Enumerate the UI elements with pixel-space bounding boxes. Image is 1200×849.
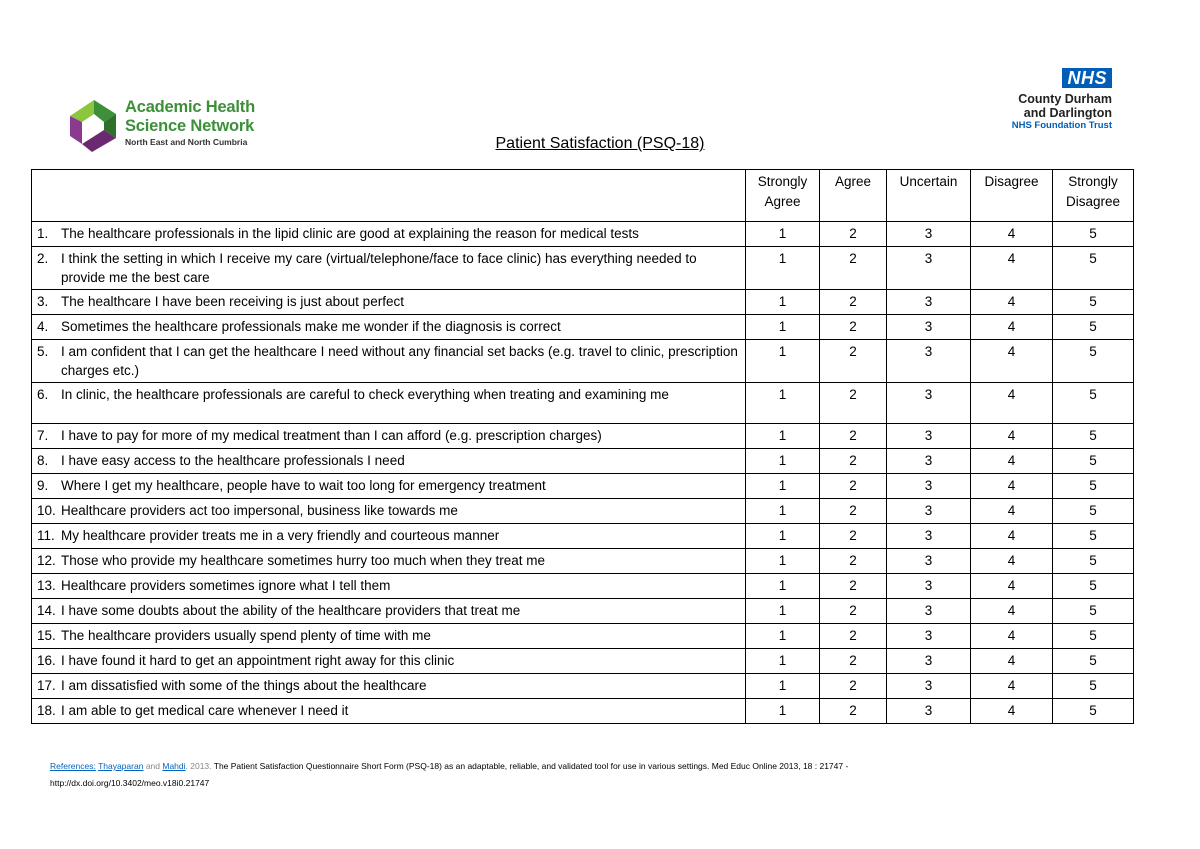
question-text: Those who provide my healthcare sometimes hurry too much when they treat me bbox=[61, 553, 545, 568]
rating-cell[interactable]: 1 bbox=[746, 290, 820, 315]
rating-cell[interactable]: 3 bbox=[887, 247, 971, 290]
rating-cell[interactable]: 5 bbox=[1053, 247, 1134, 290]
table-row bbox=[32, 624, 1134, 649]
rating-cell[interactable]: 5 bbox=[1053, 649, 1134, 674]
rating-cell[interactable]: 2 bbox=[820, 699, 887, 724]
table-row bbox=[32, 315, 1134, 340]
rating-cell[interactable]: 3 bbox=[887, 674, 971, 699]
question-cell bbox=[32, 383, 746, 424]
rating-cell[interactable]: 3 bbox=[887, 574, 971, 599]
rating-cell[interactable]: 2 bbox=[820, 383, 887, 424]
question-text: I have some doubts about the ability of the healthcare providers that treat me bbox=[61, 603, 521, 618]
questionnaire-table bbox=[31, 169, 1134, 724]
rating-cell[interactable]: 4 bbox=[971, 574, 1053, 599]
rating-cell[interactable]: 1 bbox=[746, 315, 820, 340]
question-number: 17. bbox=[37, 678, 56, 693]
question-number: 8. bbox=[37, 453, 49, 468]
rating-cell[interactable]: 1 bbox=[746, 674, 820, 699]
rating-cell[interactable]: 3 bbox=[887, 290, 971, 315]
nhs-badge: NHS bbox=[1062, 68, 1112, 88]
rating-cell[interactable]: 4 bbox=[971, 424, 1053, 449]
question-number: 2. bbox=[37, 251, 49, 266]
rating-cell[interactable]: 1 bbox=[746, 649, 820, 674]
page-title: Patient Satisfaction (PSQ-18) bbox=[495, 135, 705, 152]
ahsn-region: North East and North Cumbria bbox=[125, 137, 248, 147]
question-text: In clinic, the healthcare professionals are careful to check everything when treating and examining me bbox=[61, 387, 669, 402]
rating-cell[interactable]: 4 bbox=[971, 290, 1053, 315]
question-column-header bbox=[32, 170, 746, 222]
rating-cell[interactable]: 3 bbox=[887, 449, 971, 474]
reference-text: The Patient Satisfaction Questionnaire Short Form (PSQ-18) as an adaptable, reliable, and validated tool for use in various settings. Med Educ Online 2013, 18 : 21747 - bbox=[213, 761, 849, 771]
rating-cell[interactable]: 2 bbox=[820, 574, 887, 599]
table-row bbox=[32, 247, 1134, 290]
question-number: 12. bbox=[37, 553, 56, 568]
rating-cell[interactable]: 2 bbox=[820, 649, 887, 674]
question-text: I have easy access to the healthcare professionals I need bbox=[61, 453, 405, 468]
rating-cell[interactable]: 4 bbox=[971, 383, 1053, 424]
rating-cell[interactable]: 1 bbox=[746, 524, 820, 549]
table-row bbox=[32, 222, 1134, 247]
rating-cell[interactable]: 2 bbox=[820, 449, 887, 474]
rating-cell[interactable]: 2 bbox=[820, 340, 887, 383]
table-row bbox=[32, 474, 1134, 499]
nhs-logo bbox=[1012, 68, 1112, 132]
question-cell bbox=[32, 674, 746, 699]
question-text: I have found it hard to get an appointment right away for this clinic bbox=[61, 653, 455, 668]
rating-cell[interactable]: 1 bbox=[746, 424, 820, 449]
rating-cell[interactable]: 5 bbox=[1053, 424, 1134, 449]
question-cell bbox=[32, 624, 746, 649]
question-cell bbox=[32, 499, 746, 524]
rating-cell[interactable]: 5 bbox=[1053, 290, 1134, 315]
rating-cell[interactable]: 5 bbox=[1053, 315, 1134, 340]
table-row bbox=[32, 649, 1134, 674]
question-text: Sometimes the healthcare professionals make me wonder if the diagnosis is correct bbox=[61, 319, 561, 334]
question-text: I am able to get medical care whenever I need it bbox=[61, 703, 349, 718]
question-number: 4. bbox=[37, 319, 49, 334]
rating-cell[interactable]: 4 bbox=[971, 474, 1053, 499]
table-row bbox=[32, 549, 1134, 574]
question-number: 7. bbox=[37, 428, 49, 443]
nhs-trust-line3: NHS Foundation Trust bbox=[1011, 120, 1112, 131]
question-cell bbox=[32, 524, 746, 549]
rating-cell[interactable]: 2 bbox=[820, 499, 887, 524]
question-number: 15. bbox=[37, 628, 56, 643]
rating-cell[interactable]: 1 bbox=[746, 624, 820, 649]
question-text: I am confident that I can get the healthcare I need without any financial set backs (e.g. travel to clinic, prescription charges etc.) bbox=[61, 344, 738, 378]
table-row bbox=[32, 674, 1134, 699]
rating-cell[interactable]: 2 bbox=[820, 624, 887, 649]
references-label: References: bbox=[50, 761, 96, 771]
question-text: Where I get my healthcare, people have to wait too long for emergency treatment bbox=[61, 478, 546, 493]
rating-cell[interactable]: 4 bbox=[971, 674, 1053, 699]
question-text: I think the setting in which I receive my care (virtual/telephone/face to face clinic) has everything needed to provide me the best care bbox=[61, 251, 697, 285]
table-row bbox=[32, 499, 1134, 524]
table-row bbox=[32, 599, 1134, 624]
question-text: The healthcare providers usually spend plenty of time with me bbox=[61, 628, 431, 643]
rating-cell[interactable]: 1 bbox=[746, 247, 820, 290]
rating-cell[interactable]: 3 bbox=[887, 524, 971, 549]
reference-author-link[interactable]: Thayaparan bbox=[98, 761, 144, 771]
rating-cell[interactable]: 3 bbox=[887, 315, 971, 340]
question-cell bbox=[32, 474, 746, 499]
question-number: 13. bbox=[37, 578, 56, 593]
rating-cell[interactable]: 4 bbox=[971, 315, 1053, 340]
ahsn-name-line1: Academic Health bbox=[125, 98, 255, 116]
question-number: 3. bbox=[37, 294, 49, 309]
question-number: 9. bbox=[37, 478, 49, 493]
rating-cell[interactable]: 3 bbox=[887, 383, 971, 424]
rating-cell[interactable]: 5 bbox=[1053, 549, 1134, 574]
rating-cell[interactable]: 2 bbox=[820, 247, 887, 290]
rating-cell[interactable]: 4 bbox=[971, 524, 1053, 549]
rating-cell[interactable]: 3 bbox=[887, 340, 971, 383]
reference-doi[interactable]: http://dx.doi.org/10.3402/meo.v18i0.21747 bbox=[50, 778, 210, 788]
rating-cell[interactable]: 3 bbox=[887, 549, 971, 574]
question-cell bbox=[32, 649, 746, 674]
question-cell bbox=[32, 247, 746, 290]
table-row bbox=[32, 699, 1134, 724]
question-number: 1. bbox=[37, 226, 49, 241]
rating-cell[interactable]: 5 bbox=[1053, 449, 1134, 474]
rating-cell[interactable]: 4 bbox=[971, 624, 1053, 649]
column-header: Disagree bbox=[971, 170, 1053, 222]
question-text: My healthcare provider treats me in a very friendly and courteous manner bbox=[61, 528, 500, 543]
rating-cell[interactable]: 5 bbox=[1053, 383, 1134, 424]
rating-cell[interactable]: 2 bbox=[820, 549, 887, 574]
rating-cell[interactable]: 4 bbox=[971, 599, 1053, 624]
rating-cell[interactable]: 5 bbox=[1053, 699, 1134, 724]
rating-cell[interactable]: 3 bbox=[887, 649, 971, 674]
table-row bbox=[32, 574, 1134, 599]
rating-cell[interactable]: 4 bbox=[971, 499, 1053, 524]
question-text: I am dissatisfied with some of the things about the healthcare bbox=[61, 678, 427, 693]
rating-cell[interactable]: 3 bbox=[887, 474, 971, 499]
question-cell bbox=[32, 424, 746, 449]
question-text: The healthcare professionals in the lipid clinic are good at explaining the reason for medical tests bbox=[61, 226, 639, 241]
reference-author-link[interactable]: Mahdi bbox=[162, 761, 186, 771]
rating-cell[interactable]: 4 bbox=[971, 247, 1053, 290]
rating-cell[interactable]: 4 bbox=[971, 449, 1053, 474]
rating-cell[interactable]: 5 bbox=[1053, 340, 1134, 383]
reference-and: and bbox=[145, 761, 160, 771]
rating-cell[interactable]: 1 bbox=[746, 383, 820, 424]
question-number: 18. bbox=[37, 703, 56, 718]
rating-cell[interactable]: 3 bbox=[887, 624, 971, 649]
column-header: Strongly Agree bbox=[746, 170, 820, 222]
question-cell bbox=[32, 599, 746, 624]
rating-cell[interactable]: 5 bbox=[1053, 574, 1134, 599]
question-number: 11. bbox=[37, 528, 55, 543]
rating-cell[interactable]: 4 bbox=[971, 649, 1053, 674]
rating-cell[interactable]: 3 bbox=[887, 222, 971, 247]
table-row bbox=[32, 449, 1134, 474]
rating-cell[interactable]: 3 bbox=[887, 499, 971, 524]
rating-cell[interactable]: 2 bbox=[820, 474, 887, 499]
question-cell bbox=[32, 290, 746, 315]
question-cell bbox=[32, 315, 746, 340]
question-text: The healthcare I have been receiving is just about perfect bbox=[61, 294, 404, 309]
rating-cell[interactable]: 4 bbox=[971, 340, 1053, 383]
question-cell bbox=[32, 222, 746, 247]
column-header: Strongly Disagree bbox=[1053, 170, 1134, 222]
question-number: 14. bbox=[37, 603, 56, 618]
question-number: 5. bbox=[37, 344, 49, 359]
rating-cell[interactable]: 1 bbox=[746, 222, 820, 247]
rating-cell[interactable]: 5 bbox=[1053, 674, 1134, 699]
question-number: 16. bbox=[37, 653, 56, 668]
table-row bbox=[32, 424, 1134, 449]
rating-cell[interactable]: 1 bbox=[746, 549, 820, 574]
rating-cell[interactable]: 2 bbox=[820, 424, 887, 449]
column-header: Agree bbox=[820, 170, 887, 222]
nhs-trust-line1: County Durham bbox=[1018, 92, 1112, 106]
reference-year: . 2013. bbox=[185, 761, 212, 771]
question-cell bbox=[32, 699, 746, 724]
question-cell bbox=[32, 574, 746, 599]
question-cell bbox=[32, 549, 746, 574]
rating-cell[interactable]: 2 bbox=[820, 222, 887, 247]
rating-cell[interactable]: 2 bbox=[820, 599, 887, 624]
rating-cell[interactable]: 5 bbox=[1053, 474, 1134, 499]
rating-cell[interactable]: 1 bbox=[746, 599, 820, 624]
rating-cell[interactable]: 4 bbox=[971, 222, 1053, 247]
question-number: 6. bbox=[37, 387, 49, 402]
rating-cell[interactable]: 5 bbox=[1053, 624, 1134, 649]
question-cell bbox=[32, 449, 746, 474]
table-header-row bbox=[32, 170, 1134, 222]
rating-cell[interactable]: 1 bbox=[746, 699, 820, 724]
rating-cell[interactable]: 3 bbox=[887, 424, 971, 449]
rating-cell[interactable]: 2 bbox=[820, 315, 887, 340]
rating-cell[interactable]: 2 bbox=[820, 674, 887, 699]
nhs-trust-line2: and Darlington bbox=[1023, 106, 1112, 120]
references bbox=[50, 758, 1050, 792]
rating-cell[interactable]: 1 bbox=[746, 340, 820, 383]
rating-cell[interactable]: 4 bbox=[971, 699, 1053, 724]
question-number: 10. bbox=[37, 503, 56, 518]
rating-cell[interactable]: 5 bbox=[1053, 524, 1134, 549]
rating-cell[interactable]: 3 bbox=[887, 699, 971, 724]
rating-cell[interactable]: 1 bbox=[746, 474, 820, 499]
rating-cell[interactable]: 4 bbox=[971, 549, 1053, 574]
table-row bbox=[32, 340, 1134, 383]
rating-cell[interactable]: 2 bbox=[820, 524, 887, 549]
question-text: Healthcare providers sometimes ignore what I tell them bbox=[61, 578, 391, 593]
rating-cell[interactable]: 1 bbox=[746, 499, 820, 524]
column-header: Uncertain bbox=[887, 170, 971, 222]
question-text: Healthcare providers act too impersonal, business like towards me bbox=[61, 503, 458, 518]
question-text: I have to pay for more of my medical treatment than I can afford (e.g. prescription charges) bbox=[61, 428, 602, 443]
rating-cell[interactable]: 1 bbox=[746, 574, 820, 599]
rating-cell[interactable]: 1 bbox=[746, 449, 820, 474]
question-cell bbox=[32, 340, 746, 383]
table-row bbox=[32, 383, 1134, 424]
rating-cell[interactable]: 3 bbox=[887, 599, 971, 624]
ahsn-name-line2: Science Network bbox=[125, 117, 255, 135]
rating-cell[interactable]: 5 bbox=[1053, 222, 1134, 247]
rating-cell[interactable]: 5 bbox=[1053, 499, 1134, 524]
table-row bbox=[32, 290, 1134, 315]
rating-cell[interactable]: 5 bbox=[1053, 599, 1134, 624]
table-row bbox=[32, 524, 1134, 549]
rating-cell[interactable]: 2 bbox=[820, 290, 887, 315]
